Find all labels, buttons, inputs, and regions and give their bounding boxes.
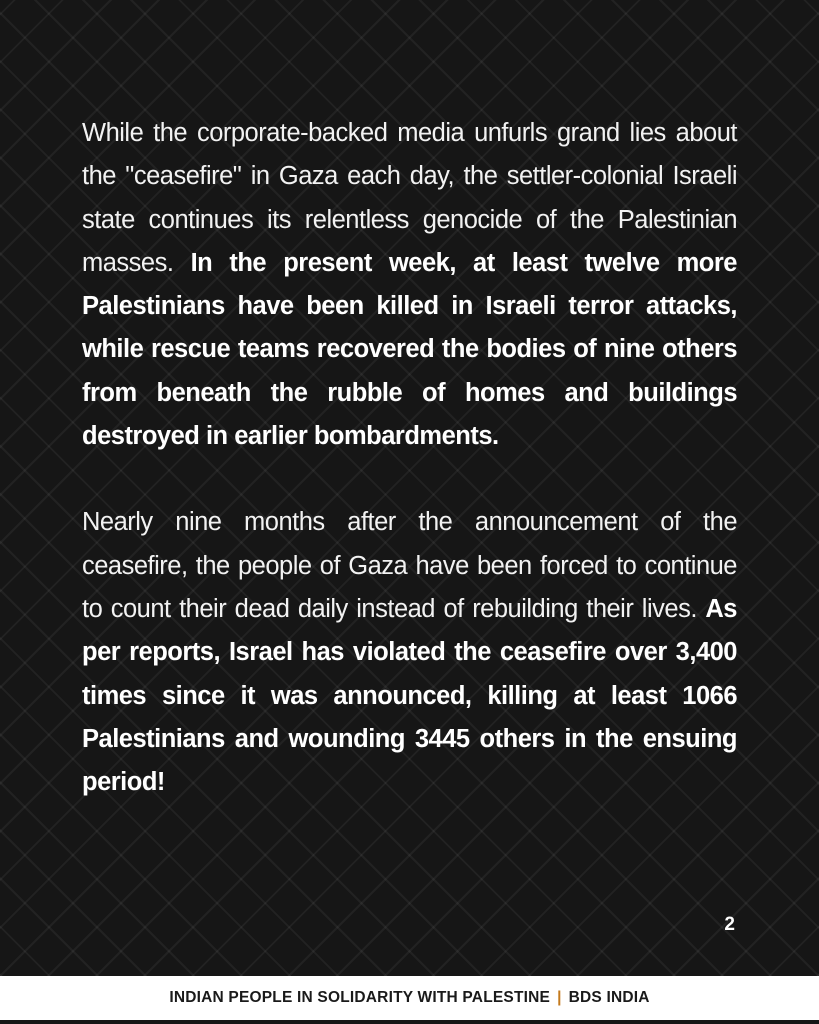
paragraph-1 <box>82 112 737 458</box>
paragraph-1-text: While the corporate-backed media unfurls grand lies about the "ceasefire" in Gaza each day, the settler-colonial Israeli state continues its relentless genocide of the Palestinian masses. <box>82 119 737 277</box>
footer-separator: | <box>557 989 562 1006</box>
bottom-strip <box>0 1020 819 1024</box>
page-number: 2 <box>724 914 735 935</box>
footer-banner <box>0 976 819 1020</box>
paragraph-2-highlight: As per reports, Israel has violated the ceasefire over 3,400 times since it was announced, killing at least 1066 Palestinians and wounding 3445 others in the ensuing period! <box>82 594 737 797</box>
paragraph-2 <box>82 501 737 804</box>
paragraph-2-text: Nearly nine months after the announcement of the ceasefire, the people of Gaza have been forced to continue to count their dead daily instead of rebuilding their lives. <box>82 508 737 623</box>
footer-organization: INDIAN PEOPLE IN SOLIDARITY WITH PALESTINE <box>169 989 551 1006</box>
paragraph-1-highlight: In the present week, at least twelve more Palestinians have been killed in Israeli terror attacks, while rescue teams recovered the bodies of nine others from beneath the rubble of homes and buildings destroyed in earlier bombardments. <box>82 248 737 451</box>
footer-campaign: BDS INDIA <box>568 989 650 1006</box>
article-body <box>82 112 737 804</box>
